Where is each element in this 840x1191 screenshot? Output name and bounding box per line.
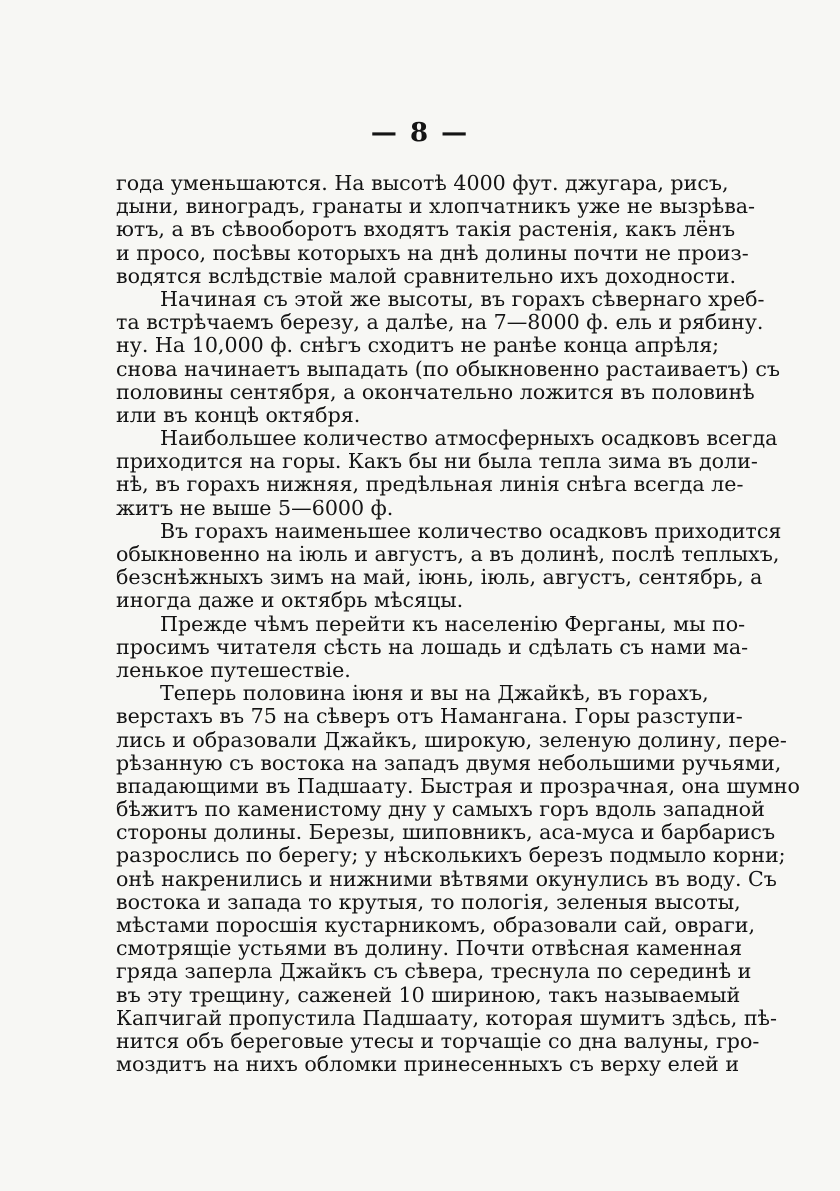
text-line: онѣ накренились и нижними вѣтвями окунулись въ воду. Съ bbox=[116, 866, 777, 891]
paragraph bbox=[116, 426, 778, 520]
text-line: бѣжитъ по каменистому дну у самыхъ горъ вдоль западной bbox=[116, 797, 765, 822]
text-line: стороны долины. Березы, шиповникъ, аса-муса и барбарисъ bbox=[116, 820, 776, 845]
text-line: года уменьшаются. На высотѣ 4000 фут. джугара, рисъ, bbox=[116, 171, 729, 195]
text-line: снова начинаетъ выпадать (по обыкновенно растаиваетъ) съ bbox=[116, 356, 780, 381]
text-line: въ эту трещину, саженей 10 шириною, такъ называемый bbox=[116, 982, 741, 1007]
text-line: водятся вслѣдствіе малой сравнительно ихъ доходности. bbox=[116, 263, 736, 288]
text-line: или въ концѣ октября. bbox=[116, 402, 361, 427]
text-line: ленькое путешествіе. bbox=[116, 657, 351, 682]
paragraph bbox=[116, 681, 800, 1077]
text-line: рѣзанную съ востока на западъ двумя небольшими ручьями, bbox=[116, 750, 782, 775]
text-line: и просо, посѣвы которыхъ на днѣ долины почти не произ- bbox=[116, 240, 749, 265]
text-line: Теперь половина іюня и вы на Джайкѣ, въ горахъ, bbox=[160, 681, 709, 706]
paragraph bbox=[116, 518, 782, 613]
text-line: просимъ читателя сѣсть на лошадь и сдѣлать съ нами ма- bbox=[116, 634, 749, 659]
text-line: Капчигай пропустила Падшаату, которая шумитъ здѣсь, пѣ- bbox=[116, 1005, 777, 1030]
text-line: та встрѣчаемъ березу, а далѣе, на 7—8000 ф. ель и рябину. bbox=[116, 310, 764, 335]
text-line: моздитъ на нихъ обломки принесенныхъ съ верху елей и bbox=[116, 1052, 740, 1077]
text-line: безснѣжныхъ зимъ на май, іюнь, іюль, августъ, сентябрь, а bbox=[116, 565, 763, 590]
body-text bbox=[116, 171, 800, 1077]
paragraph bbox=[116, 611, 749, 683]
text-line: востока и запада то крутыя, то пологія, зеленыя высоты, bbox=[116, 889, 741, 914]
text-line: дыни, виноградъ, гранаты и хлопчатникъ уже не вызрѣва- bbox=[116, 194, 756, 219]
text-line: Наибольшее количество атмосферныхъ осадковъ всегда bbox=[160, 426, 778, 451]
text-line: приходится на горы. Какъ бы ни была тепла зима въ доли- bbox=[116, 449, 758, 474]
text-line: мѣстами поросшія кустарникомъ, образовали сай, овраги, bbox=[116, 913, 756, 937]
text-line: гряда заперла Джайкъ съ сѣвера, треснула по серединѣ и bbox=[116, 959, 752, 984]
text-line: нѣ, въ горахъ нижняя, предѣльная линія снѣга всегда ле- bbox=[116, 472, 744, 497]
text-line: верстахъ въ 75 на сѣверъ отъ Намангана. Горы разступи- bbox=[116, 704, 743, 729]
text-line: нится объ береговые утесы и торчащіе со дна валуны, гро- bbox=[116, 1028, 760, 1053]
paragraph bbox=[116, 286, 780, 427]
text-line: смотрящіе устьями въ долину. Почти отвѣсная каменная bbox=[116, 936, 743, 961]
text-line: половины сентября, а окончательно ложится въ половинѣ bbox=[116, 379, 755, 404]
text-line: ну. На 10,000 ф. снѣгъ сходитъ не ранѣе конца апрѣля; bbox=[116, 333, 720, 358]
text-line: впадающими въ Падшаату. Быстрая и прозрачная, она шумно bbox=[116, 773, 800, 798]
text-line: Начиная съ этой же высоты, въ горахъ сѣвернаго хреб- bbox=[160, 286, 765, 311]
text-line: иногда даже и октябрь мѣсяцы. bbox=[116, 588, 464, 613]
paragraph bbox=[116, 171, 756, 288]
text-line: житъ не выше 5—6000 ф. bbox=[116, 495, 394, 520]
text-line: Въ горахъ наименьшее количество осадковъ приходится bbox=[160, 518, 782, 543]
text-line: Прежде чѣмъ перейти къ населенію Ферганы, мы по- bbox=[160, 611, 746, 636]
text-line: обыкновенно на іюль и августъ, а въ долинѣ, послѣ теплыхъ, bbox=[116, 542, 780, 566]
page-number: — 8 — bbox=[370, 118, 470, 148]
text-line: лись и образовали Джайкъ, широкую, зеленую долину, пере- bbox=[116, 727, 787, 752]
text-line: разрослись по берегу; у нѣсколькихъ березъ подмыло корни; bbox=[116, 843, 786, 868]
text-line: ютъ, а въ сѣвооборотъ входятъ такія растенія, какъ лёнъ bbox=[116, 217, 736, 242]
